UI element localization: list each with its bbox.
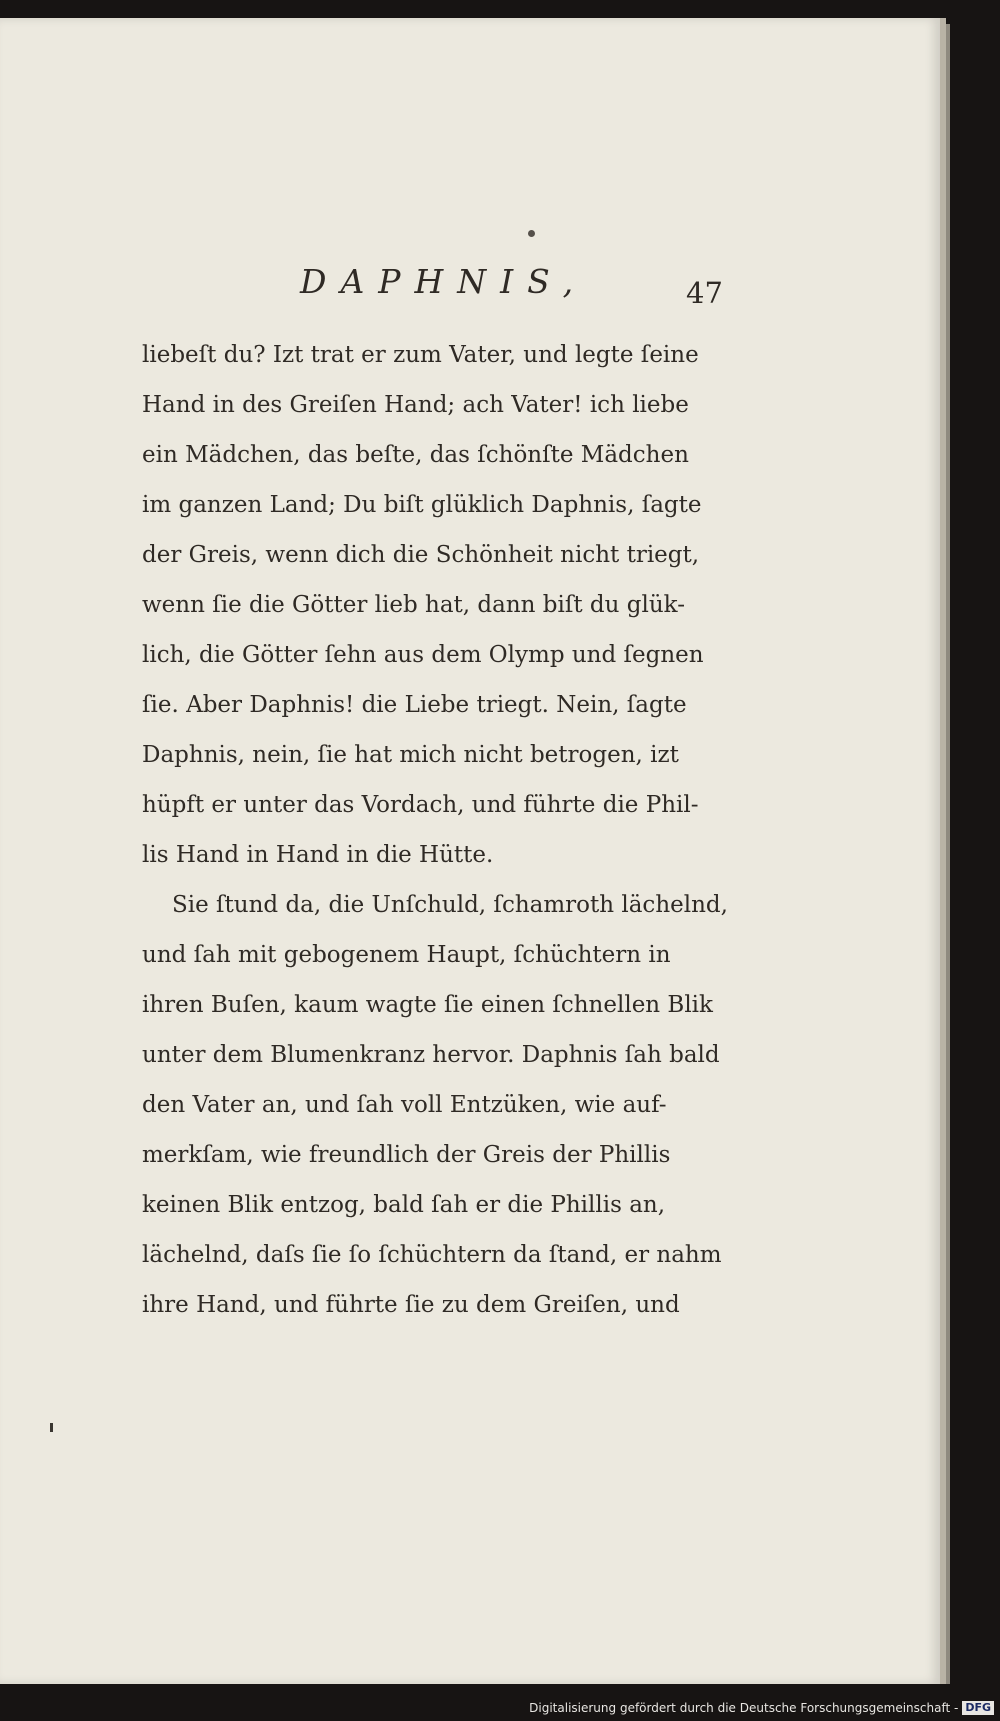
page-number: 47 [686, 276, 723, 310]
page-edge-shadow [946, 24, 950, 1684]
text-line: liebeſt du? Izt trat er zum Vater, und legte ſeine [142, 342, 699, 368]
text-line: ſie. Aber Daphnis! die Liebe triegt. Nein, ſagte [142, 692, 687, 718]
text-line: ein Mädchen, das beſte, das ſchönſte Mädchen [142, 442, 689, 468]
text-line: lis Hand in Hand in die Hütte. [142, 842, 494, 868]
running-title: DAPHNIS, [300, 262, 588, 301]
text-line: den Vater an, und ſah voll Entzüken, wie auf- [142, 1092, 667, 1118]
text-line: ihren Buſen, kaum wagte ſie einen ſchnellen Blik [142, 992, 713, 1018]
text-line: Daphnis, nein, ſie hat mich nicht betrogen, izt [142, 742, 679, 768]
text-line: Hand in des Greiſen Hand; ach Vater! ich liebe [142, 392, 689, 418]
body-text [142, 330, 727, 1330]
text-line: im ganzen Land; Du biſt glüklich Daphnis, ſagte [142, 492, 702, 518]
credit-text: Digitalisierung gefördert durch die Deutsche Forschungsgemeinschaft - [529, 1701, 959, 1715]
text-line: hüpft er unter das Vordach, und führte die Phil- [142, 792, 699, 818]
margin-mark [50, 1423, 53, 1432]
text-line: der Greis, wenn dich die Schönheit nicht triegt, [142, 542, 700, 568]
ink-dot [528, 230, 535, 237]
text-line: unter dem Blumenkranz hervor. Daphnis ſah bald [142, 1042, 720, 1068]
text-line: lächelnd, daſs ſie ſo ſchüchtern da ſtand, er nahm [142, 1242, 722, 1268]
text-line: lich, die Götter ſehn aus dem Olymp und ſegnen [142, 642, 704, 668]
text-line: wenn ſie die Götter lieb hat, dann biſt du glük- [142, 592, 685, 618]
text-line: und ſah mit gebogenem Haupt, ſchüchtern in [142, 942, 671, 968]
text-line: keinen Blik entzog, bald ſah er die Phillis an, [142, 1192, 666, 1218]
text-line: merkſam, wie freundlich der Greis der Phillis [142, 1142, 671, 1168]
dfg-logo: DFG [962, 1701, 994, 1715]
text-line: ihre Hand, und führte ſie zu dem Greiſen, und [142, 1292, 680, 1318]
paragraph-start-line: Sie ſtund da, die Unſchuld, ſchamroth lächelnd, [172, 892, 728, 918]
digitization-credit [529, 1697, 994, 1719]
